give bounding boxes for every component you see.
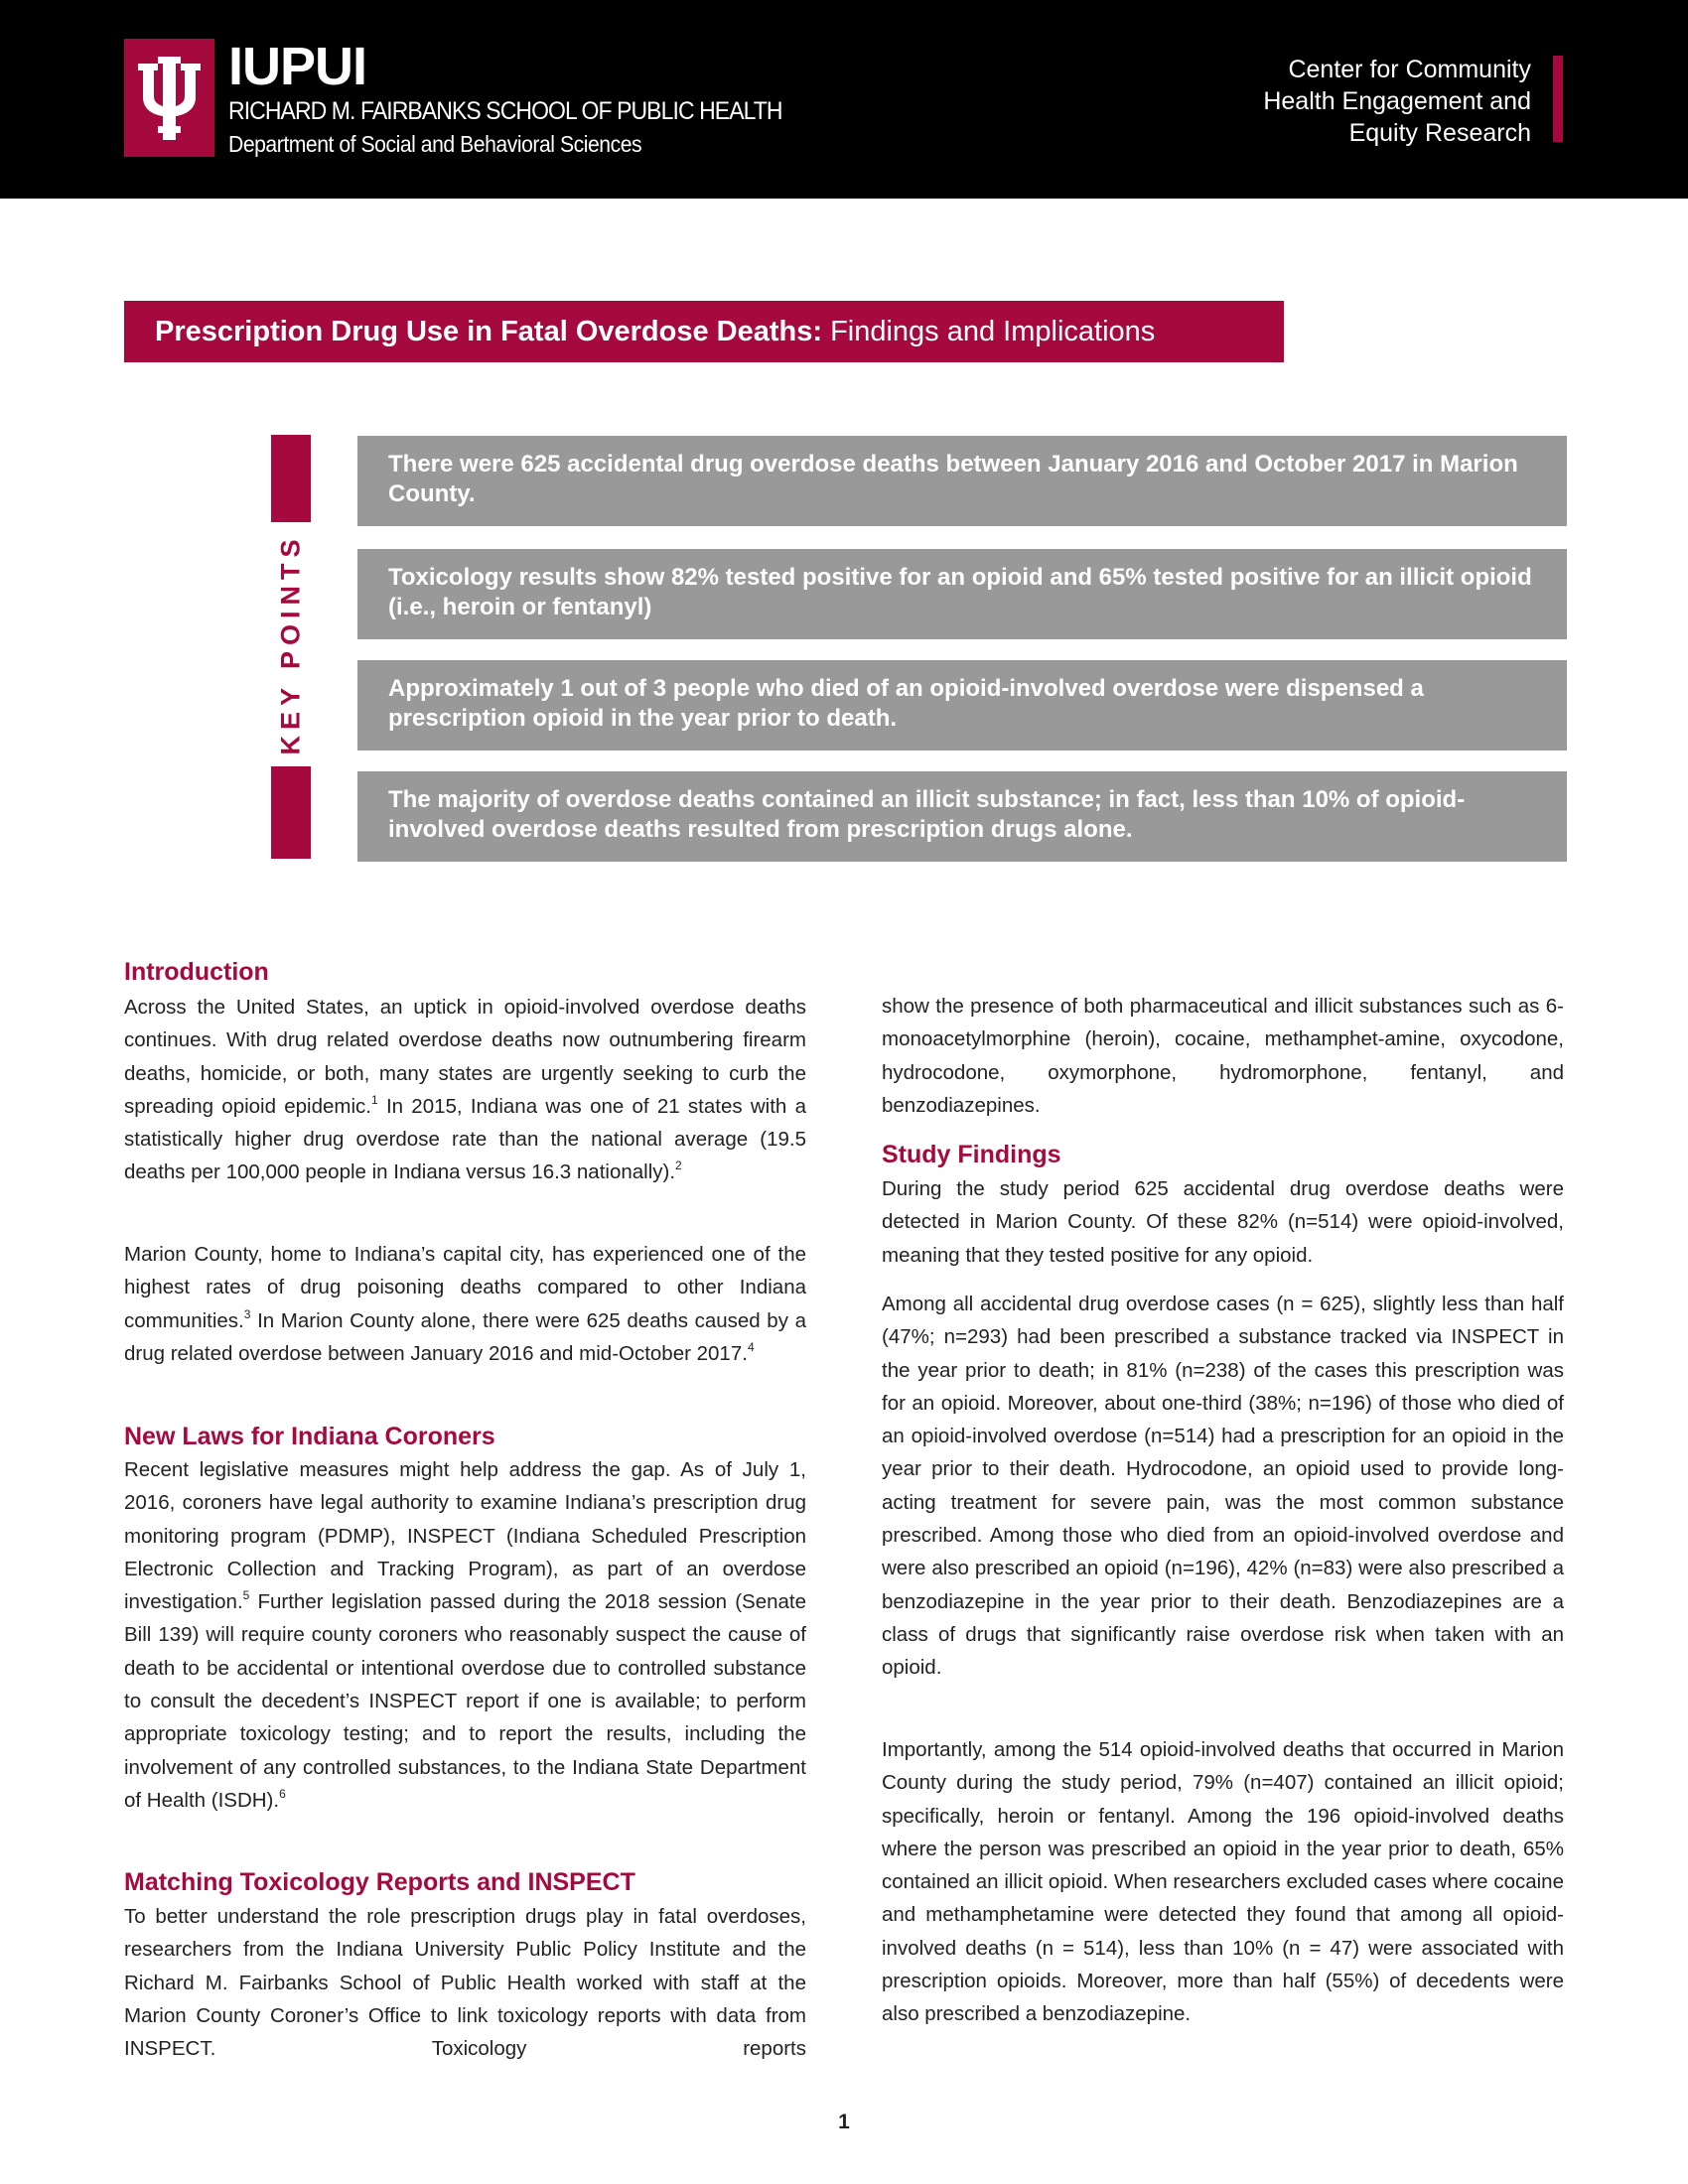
center-line: Health Engagement and (1263, 87, 1531, 115)
department-name: Department of Social and Behavioral Sciences (228, 131, 642, 157)
intro-paragraph (124, 1238, 806, 1370)
text: In 2015, Indiana was one of 21 states with a statistically higher drug overdose rate than the national average (19.5 deaths per 100,000 people in Indiana versus 16.3 nationally). (124, 1094, 806, 1184)
text: In Marion County alone, there were 625 deaths caused by a drug related overdose between January 2016 and mid-October 2017. (124, 1308, 806, 1365)
section-heading-matching: Matching Toxicology Reports and INSPECT (124, 1868, 635, 1896)
text: Recent legislative measures might help address the gap. As of July 1, 2016, coroners have legal authority to examine Indiana’s prescription drug monitoring program (PDMP), INSPECT (Indiana Scheduled Prescription Electronic Collection and Tracking Program), as part of an overdose investigation. (124, 1458, 806, 1614)
key-point: The majority of overdose deaths contained an illicit substance; in fact, less than 10% of opioid-involved overdose deaths resulted from prescription drugs alone. (357, 771, 1567, 862)
footnote-ref: 6 (279, 1786, 286, 1801)
matching-paragraph: To better understand the role prescription drugs play in fatal overdoses, researchers from the Indiana University Public Policy Institute and the Richard M. Fairbanks School of Public Health worked with staff at the Marion County Coroner’s Office to link toxicology reports with data from INSPECT. Toxicology reports (124, 1905, 806, 2061)
key-point: There were 625 accidental drug overdose deaths between January 2016 and October 2017 in Marion County. (357, 436, 1567, 526)
findings-paragraph: Among all accidental drug overdose cases (n = 625), slightly less than half (47%; n=293) had been prescribed a substance tracked via INSPECT in the year prior to death; in 81% (n=238) of the cases this prescription was for an opioid. Moreover, about one-third (38%; n=196) of those who died of an opioid-involved overdose (n=514) had a prescription for an opioid in the year prior to their death. Hydrocodone, an opioid used to provide long-acting treatment for severe pain, was the most common substance prescribed. Among those who died from an opioid-involved overdose and were also prescribed an opioid (n=196), 42% (n=83) were also prescribed a benzodiazepine in the year prior to their death. Benzodiazepines are a class of drugs that significantly raise overdose risk when taken with an opioid. (882, 1293, 1564, 1680)
section-heading-study-findings: Study Findings (882, 1141, 1061, 1168)
key-points-label: KEY POINTS (275, 533, 306, 755)
key-point: Approximately 1 out of 3 people who died of an opioid-involved overdose were dispensed a prescription opioid in the year prior to death. (357, 660, 1567, 751)
header-banner (0, 0, 1688, 199)
page-number: 1 (838, 2111, 850, 2133)
center-line: Center for Community (1288, 56, 1531, 83)
section-heading-new-laws: New Laws for Indiana Coroners (124, 1423, 495, 1450)
iupui-wordmark: IUPUI (228, 37, 367, 96)
center-name (1263, 54, 1531, 149)
page-title (124, 301, 1284, 362)
accent-bar (1553, 56, 1563, 142)
matching-paragraph-continued: show the presence of both pharmaceutical and illicit substances such as 6-monoacetylmorphine (heroin), cocaine, methamphet-amine, oxycodone, hydrocodone, oxymorphone, hydromorphone, fentanyl, and benzodiazepines. (882, 995, 1564, 1117)
section-heading-introduction: Introduction (124, 958, 269, 986)
footnote-ref: 3 (243, 1306, 251, 1321)
laws-paragraph (124, 1453, 806, 1817)
key-point: Toxicology results show 82% tested positive for an opioid and 65% tested positive for an illicit opioid (i.e., heroin or fentanyl) (357, 549, 1567, 639)
footnote-ref: 4 (747, 1339, 755, 1354)
center-line: Equity Research (1348, 119, 1531, 147)
intro-paragraph (124, 991, 806, 1189)
footnote-ref: 2 (675, 1159, 682, 1173)
school-name: RICHARD M. FAIRBANKS SCHOOL OF PUBLIC HEALTH (228, 97, 782, 125)
title-subtitle: Findings and Implications (822, 316, 1156, 347)
text: Further legislation passed during the 2018 session (Senate Bill 139) will require county coroners who reasonably suspect the cause of death to be accidental or intentional overdose due to controlled substance to consult the decedent’s INSPECT report if one is available; to perform appropriate toxicology testing; and to report the results, including the involvement of any controlled substances, to the Indiana State Department of Health (ISDH). (124, 1590, 806, 1812)
text: Across the United States, an uptick in opioid-involved overdose deaths continues. With drug related overdose deaths now outnumbering firearm deaths, homicide, or both, many states are urgently seeking to curb the spreading opioid epidemic. (124, 996, 806, 1118)
footnote-ref: 1 (371, 1092, 378, 1107)
footnote-ref: 5 (242, 1588, 250, 1603)
iu-trident-logo-icon (124, 39, 214, 157)
findings-paragraph: During the study period 625 accidental drug overdose deaths were detected in Marion County. Of these 82% (n=514) were opioid-involved, meaning that they tested positive for any opioid. (882, 1177, 1564, 1267)
text: Marion County, home to Indiana’s capital city, has experienced one of the highest rates of drug poisoning deaths compared to other Indiana communities. (124, 1243, 806, 1332)
title-bold: Prescription Drug Use in Fatal Overdose Deaths: (155, 316, 823, 347)
findings-paragraph: Importantly, among the 514 opioid-involved deaths that occurred in Marion County during the study period, 79% (n=407) contained an illicit opioid; specifically, heroin or fentanyl. Among the 196 opioid-involved deaths where the person was prescribed an opioid in the year prior to death, 65% contained an illicit opioid. When researchers excluded cases where cocaine and methamphetamine were detected they found that among all opioid-involved deaths (n = 514), less than 10% (n = 47) were associated with prescription opioids. Moreover, more than half (55%) of decedents were also prescribed a benzodiazepine. (882, 1738, 1564, 2026)
